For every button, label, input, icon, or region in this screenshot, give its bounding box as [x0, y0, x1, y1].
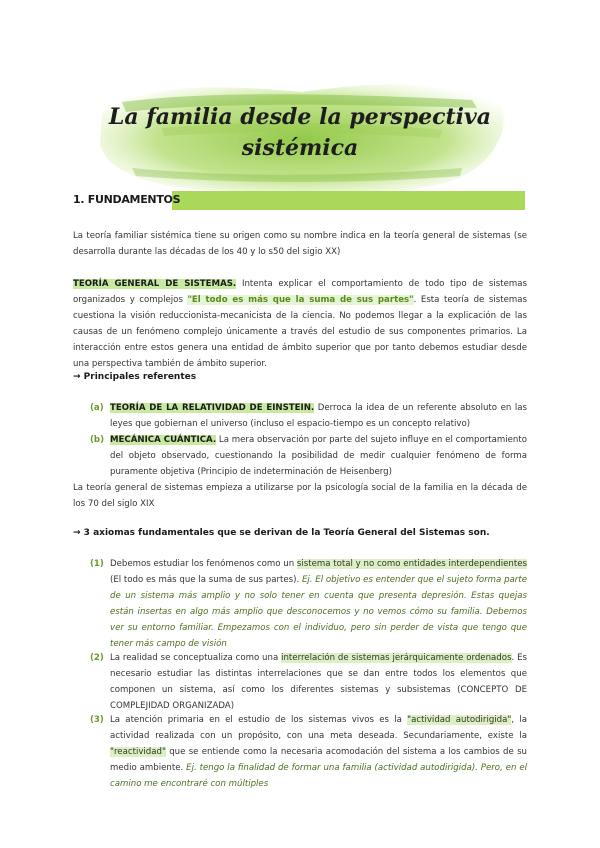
axioma-3-highlight-2: "reactividad": [110, 747, 166, 757]
after-referentes-paragraph: La teoría general de sistemas empieza a utilizarse por la psicología social de la familia en la década de los 70 del siglo XIX: [73, 483, 527, 509]
axioma-2-text-2: . Es necesario estudiar las distintas interrelaciones que se dan entre todos los elementos que componen un sistema, así como los diferentes sistemas y subsistemas (CONCEPTO DE COMPLEJIDAD ORGANIZADA): [110, 653, 527, 711]
axioma-3-highlight-1: "actividad autodirigida": [407, 715, 512, 725]
tgs-text-2: . Esta teoría de sistemas cuestiona la visión reduccionista-mecanicista de la ciencia. No podemos llegar a la explicación de las causas de un fenómeno complejo únicamente a través del estudio de sus componentes primarios. La interacción entre estos genera una entidad de ámbito superior que por tanto debemos estudiar desde una perspectiva también de ámbito superior.: [73, 295, 527, 369]
axiomas-heading: → 3 axiomas fundamentales que se derivan de la Teoría General del Sistemas son.: [73, 528, 490, 538]
referente-b-text: La mera observación por parte del sujeto influye en el comportamiento del objeto observado, cuestionando la posibilidad de medir cualquier fenómeno de forma puramente objetiva (Principio de indeterminación de Heisenberg): [110, 435, 527, 477]
title-line-1: La familia desde la perspectiva: [108, 104, 492, 130]
axioma-2-text-1: La realidad se conceptualiza como una: [110, 653, 282, 663]
axioma-1-example: Ej. El objetivo es entender que el sujeto forma parte de un sistema más amplio y no solo tener en cuenta que presenta depresión. Estas quejas están insertas en algo más amplio que desconocemos y no vemos cómo su familia. Debemos ver su entorno familiar. Empezamos con el individuo, pero sin perder de vista que tengo que tener más campo de visión: [110, 575, 527, 649]
tgs-paragraph: [73, 276, 527, 372]
section-heading: 1. FUNDAMENTOS: [73, 193, 181, 206]
axioma-3-text-1: La atención primaria en el estudio de los sistemas vivos es la: [110, 715, 408, 725]
referente-b-title: MECÁNICA CUÁNTICA.: [110, 435, 217, 445]
title-line-2: sistémica: [241, 135, 359, 161]
tgs-label: TEORÍA GENERAL DE SISTEMAS.: [73, 279, 237, 289]
axioma-2: [90, 650, 527, 714]
tgs-quote: "El todo es más que la suma de sus partes": [187, 295, 414, 305]
referente-a: [90, 400, 527, 432]
axioma-3-text-3: que se entiende como la necesaria acomodación del sistema a los cambios de su medio ambiente.: [110, 747, 527, 773]
axioma-1-text-2: (El todo es más que la suma de sus partes).: [110, 575, 302, 585]
axioma-3-example: Ej. tengo la finalidad de formar una familia (actividad autodirigida). Pero, en el camino me encontraré con múltiples: [110, 763, 527, 789]
tgs-text-1: Intenta explicar el comportamiento de todo tipo de sistemas organizados y complejos: [73, 279, 527, 305]
intro-paragraph: La teoría familiar sistémica tiene su origen como su nombre indica en la teoría general de sistemas (se desarrolla durante las décadas de los 40 y lo s50 del sigio XX): [73, 231, 527, 257]
axioma-1: [90, 556, 527, 652]
item-label: (a): [90, 403, 104, 413]
referente-b: [90, 432, 527, 480]
item-label: (b): [90, 435, 105, 445]
referente-a-title: TEORÍA DE LA RELATIVIDAD DE EINSTEIN.: [110, 403, 315, 413]
axioma-1-highlight: sistema total y no como entidades interdependientes: [296, 559, 527, 569]
axioma-3-text-2: , la actividad realizada con un propósito, con una meta deseada. Secundariamente, existe la: [110, 715, 527, 741]
section-accent-bar: [172, 191, 525, 210]
page-title: [0, 102, 600, 164]
axioma-2-highlight: interrelación de sistemas jerárquicamente ordenados: [281, 653, 512, 663]
axioma-3: [90, 712, 527, 792]
item-label: (3): [90, 715, 104, 725]
referente-a-text: Derroca la idea de un referente absoluto en las leyes que gobiernan el universo (incluso el espacio-tiempo es un concepto relativo): [110, 403, 527, 429]
axioma-1-text-1: Debemos estudiar los fenómenos como un: [110, 559, 297, 569]
item-label: (2): [90, 653, 104, 663]
referentes-heading: → Principales referentes: [73, 372, 197, 382]
item-label: (1): [90, 559, 104, 569]
